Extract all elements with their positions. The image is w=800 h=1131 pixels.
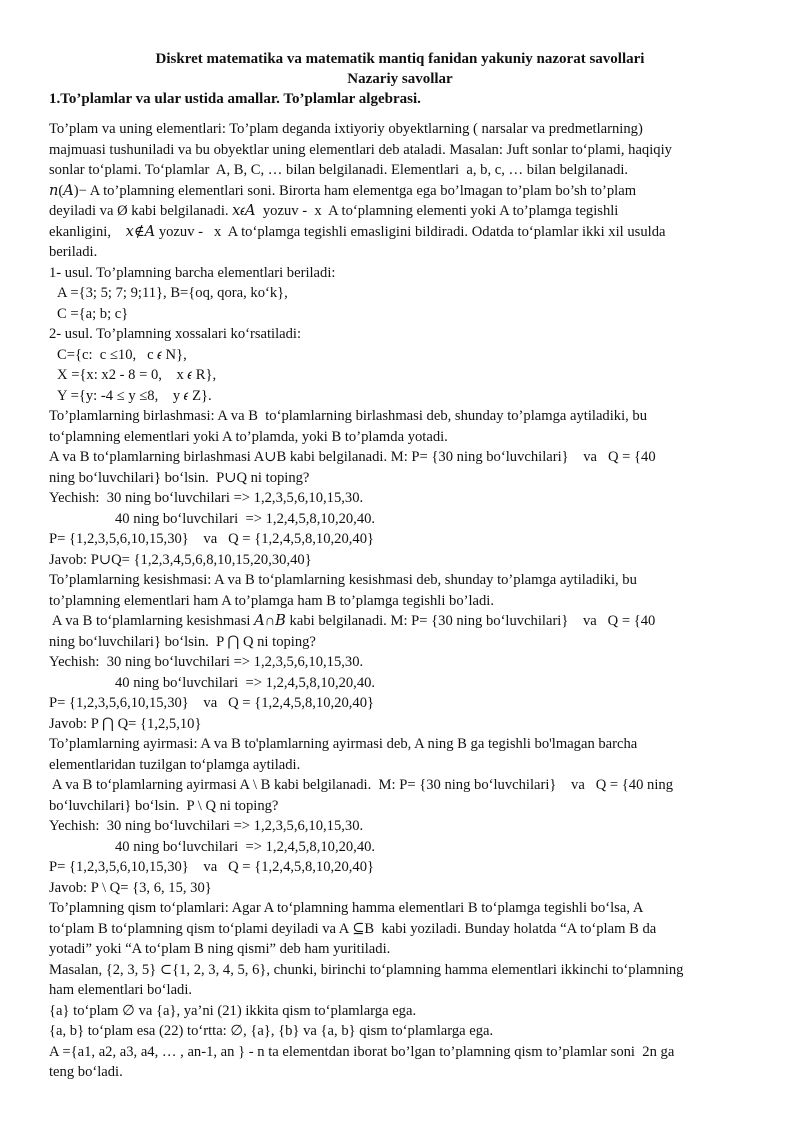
text-line: sonlar to‘plami. To‘plamlar A, B, C, … bilan belgilanadi. Elementlari a, b, c, … bilan belgilanadi.	[49, 162, 629, 178]
text-line: P= {1,2,3,5,6,10,15,30} va Q = {1,2,4,5,8,10,20,40}	[49, 859, 375, 875]
text-line: deyiladi va Ø kabi belgilanadi. 𝑥𝜖𝐴 yozuv - x A to‘plamning elementi yoki A to’plamga tegishli	[49, 203, 619, 219]
text-line: Yechish: 30 ning bo‘luvchilari => 1,2,3,5,6,10,15,30.	[49, 490, 364, 506]
text-line: 1- usul. To’plamning barcha elementlari beriladi:	[49, 264, 336, 281]
text-line: beriladi.	[49, 244, 98, 260]
text-line: To’plamlarning birlashmasi: A va B to‘plamlarning birlashmasi deb, shunday to’plamga aytiladiki, bu	[49, 408, 648, 424]
text-line: C={c: c ≤10, c 𝜖 N},	[57, 346, 187, 363]
text-line: A va B to‘plamlarning ayirmasi A \ B kabi belgilanadi. M: P= {30 ning bo‘luvchilari} va Q = {40 ning	[49, 777, 673, 793]
text-line: P= {1,2,3,5,6,10,15,30} va Q = {1,2,4,5,8,10,20,40}	[49, 695, 375, 711]
document-subtitle: Nazariy savollar	[347, 71, 453, 87]
text-line: Javob: P∪Q= {1,2,3,4,5,6,8,10,15,20,30,40}	[49, 551, 312, 568]
text-line: teng bo‘ladi.	[49, 1064, 123, 1080]
text-line: {a, b} to‘plam esa (22) to‘rtta: ∅, {a}, {b} va {a, b} qism to‘plamlarga ega.	[49, 1023, 494, 1039]
text-line: elementlaridan tuzilgan to‘plamga aytiladi.	[49, 756, 301, 773]
text-line: X ={x: x2 - 8 = 0, x 𝜖 R},	[57, 367, 217, 383]
text-line: Javob: P ⋂ Q= {1,2,5,10}	[49, 715, 202, 732]
text-line: bo‘luvchilari} bo‘lsin. P \ Q ni toping?	[49, 797, 279, 814]
text-line: Masalan, {2, 3, 5} ⊂{1, 2, 3, 4, 5, 6}, chunki, birinchi to‘plamning hamma elementlari ikkinchi to‘plamning	[49, 961, 684, 978]
document-title: Diskret matematika va matematik mantiq fanidan yakuniy nazorat savollari	[155, 51, 645, 67]
text-line: A ={3; 5; 7; 9;11}, B={oq, qora, ko‘k},	[57, 285, 288, 301]
text-line: To’plamlarning kesishmasi: A va B to‘plamlarning kesishmasi deb, shunday to’plamga aytiladiki, bu	[49, 572, 637, 588]
text-line: Javob: P \ Q= {3, 6, 15, 30}	[49, 879, 212, 896]
text-line: 40 ning bo‘luvchilari => 1,2,4,5,8,10,20,40.	[115, 510, 376, 527]
text-line: ning bo‘luvchilari} bo‘lsin. P∪Q ni toping?	[49, 469, 310, 486]
text-line: A va B to‘plamlarning kesishmasi 𝐴∩𝐵 kabi belgilanadi. M: P= {30 ning bo‘luvchilari} va Q = {40	[49, 613, 656, 629]
text-line: To’plam va uning elementlari: To’plam deganda ixtiyoriy obyektlarning ( narsalar va predmetlarning)	[49, 121, 643, 137]
text-line: Yechish: 30 ning bo‘luvchilari => 1,2,3,5,6,10,15,30.	[49, 654, 364, 670]
text-line: to‘plam B to‘plamning qism to‘plami deyiladi va A ⊆B kabi yoziladi. Bunday holatda “A to‘plam B da	[49, 920, 657, 937]
text-line: To’plamning qism to‘plamlari: Agar A to‘plamning hamma elementlari B to‘plamga tegishli bo‘lsa, A	[49, 900, 644, 916]
text-line: C ={a; b; c}	[57, 305, 129, 322]
section-heading: 1.To’plamlar va ular ustida amallar. To’plamlar algebrasi.	[49, 91, 421, 107]
document-body	[49, 119, 761, 1083]
text-line: 2- usul. To’plamning xossalari ko‘rsatiladi:	[49, 326, 302, 342]
text-line: P= {1,2,3,5,6,10,15,30} va Q = {1,2,4,5,8,10,20,40}	[49, 531, 375, 547]
text-line: yotadi” yoki “A to‘plam B ning qismi” deb ham yuritiladi.	[49, 941, 391, 957]
text-line: To’plamlarning ayirmasi: A va B to'plamlarning ayirmasi deb, A ning B ga tegishli bo'lmagan barcha	[49, 736, 638, 752]
text-line: ekanligini, 𝑥∉𝐴 yozuv - x A to‘plamga tegishli emasligini bildiradi. Odatda to‘plamlar ikki xil usulda	[49, 223, 666, 240]
text-line: ham elementlari bo‘ladi.	[49, 982, 193, 998]
text-line: 40 ning bo‘luvchilari => 1,2,4,5,8,10,20,40.	[115, 838, 376, 855]
text-line: to‘plamning elementlari yoki A to’plamda, yoki B to’plamda yotadi.	[49, 428, 448, 445]
text-line: majmuasi tushuniladi va bu obyektlar uning elementlari deb ataladi. Masalan: Juft sonlar to‘plami, haqiqiy	[49, 141, 672, 158]
text-line: Yechish: 30 ning bo‘luvchilari => 1,2,3,5,6,10,15,30.	[49, 818, 364, 834]
text-line: ning bo‘luvchilari} bo‘lsin. P ⋂ Q ni toping?	[49, 633, 316, 650]
text-line: Y ={y: -4 ≤ y ≤8, y 𝜖 Z}.	[57, 387, 212, 404]
text-line: A ={a1, a2, a3, a4, … , an-1, an } - n ta elementdan iborat bo’lgan to’plamning qism to’plamlar soni 2n ga	[49, 1043, 675, 1060]
text-line: 𝑛(𝐴)− A to’plamning elementlari soni. Birorta ham elementga ega bo’lmagan to’plam bo’sh to’plam	[49, 182, 637, 199]
text-line: A va B to‘plamlarning birlashmasi A∪B kabi belgilanadi. M: P= {30 ning bo‘luvchilari} va Q = {40	[49, 449, 656, 465]
text-line: 40 ning bo‘luvchilari => 1,2,4,5,8,10,20,40.	[115, 674, 376, 691]
text-line: {a} to‘plam ∅ va {a}, ya’ni (21) ikkita qism to‘plamlarga ega.	[49, 1002, 417, 1019]
text-line: to’plamning elementlari ham A to’plamga ham B to’plamga tegishli bo’ladi.	[49, 592, 495, 609]
